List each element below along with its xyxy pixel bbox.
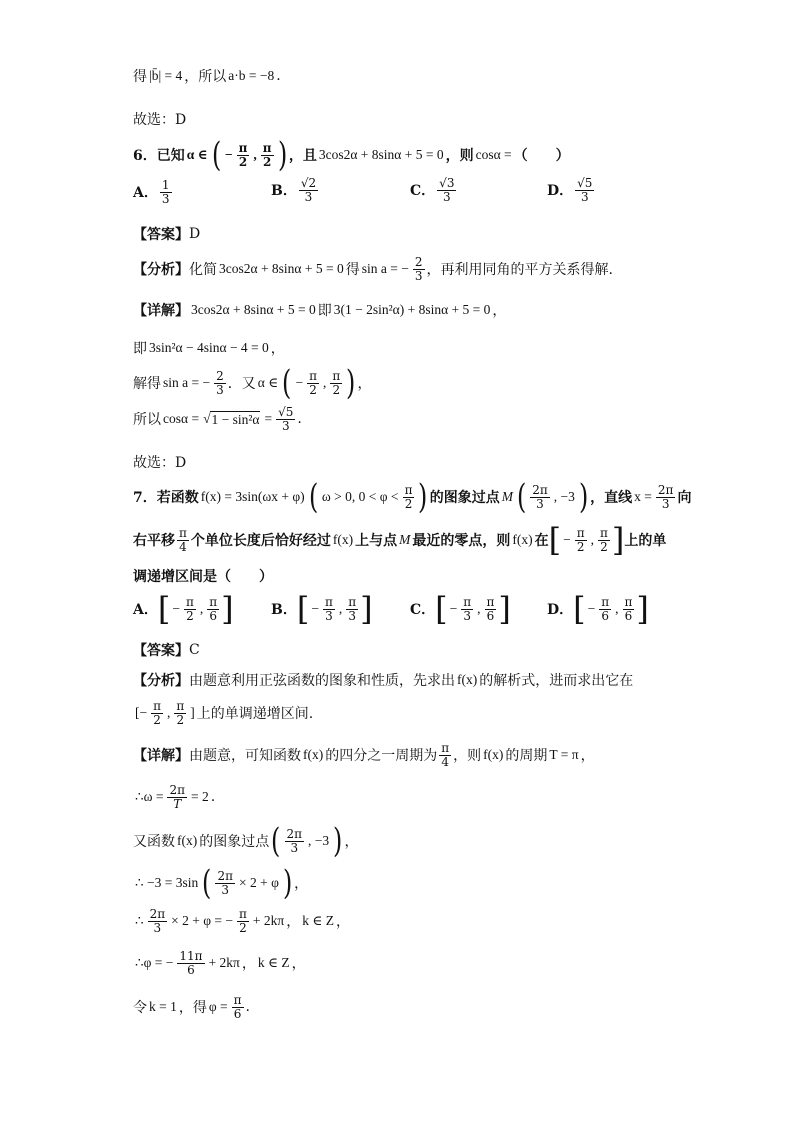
detail-6-line-3: 解得 sin a = − $\frac{2}{3}$ ．又 α ∈ ( − $\frac{\pi}{2}$ , $\frac{\pi}{2}$ ) ， — [133, 363, 372, 403]
detail-7-line-4: ∴ −3 = 3sin ( $\frac{2\pi}{3}$ × 2 + φ ) ， — [135, 863, 309, 903]
text: 得 — [133, 69, 147, 85]
detail-6-line-2: 即 3sin²α − 4sinα − 4 = 0 ， — [133, 340, 285, 357]
fraction: $\frac{\pi}{2}$ — [238, 140, 248, 169]
answer-blank: （ ） — [513, 148, 570, 164]
formula: a·b = −8 — [228, 68, 275, 83]
formula: |b̄| = 4 — [149, 68, 183, 83]
text: ，则 — [445, 148, 474, 164]
left-paren: ( — [211, 135, 221, 175]
text: . — [276, 68, 281, 84]
detail-7-line-1: 【详解】 由题意，可知函数 f(x) 的四分之一周期为 $\frac{\pi}{4}$ ，则 f(x) 的周期 T = π ， — [133, 741, 595, 769]
detail-7-line-7: 令 k = 1 ，得 φ = $\frac{\pi}{6}$ . — [133, 993, 250, 1021]
question-6: 6．已知 α ∈ ( − $\frac{\pi}{2}$ , $\frac{\pi}{2}$ ) ，且 3cos2α + 8sinα + 5 = 0 ，则 cosα = （ ） — [133, 135, 570, 175]
answer-7: 【答案】 C — [133, 642, 200, 659]
choose-6: 故选：D — [133, 455, 187, 471]
line-1 — [133, 66, 281, 86]
text: ，且 — [288, 148, 317, 164]
option-a: A． $\frac{1}{3}$ — [133, 178, 170, 206]
option-c: C． [ − $\frac{\pi}{3}$ , $\frac{\pi}{6}$ ] — [410, 590, 511, 628]
question-number: 6．已知 — [133, 148, 185, 164]
option-b: B． $\frac{√2}{3}$ — [271, 176, 317, 204]
question-7-line-3: 调递增区间是（ ） — [133, 569, 273, 585]
option-a: A． [ − $\frac{\pi}{2}$ , $\frac{\pi}{6}$ ] — [133, 590, 234, 628]
right-paren: ) — [277, 135, 287, 175]
answer-6: 【答案】 D — [133, 226, 201, 243]
detail-7-line-5: ∴ $\frac{2\pi}{3}$ × 2 + φ = − $\frac{\pi}{2}$ + 2kπ ， k ∈ Z ， — [135, 907, 350, 935]
option-b: B． [ − $\frac{\pi}{3}$ , $\frac{\pi}{3}$ ] — [271, 590, 373, 628]
option-d: D． $\frac{√5}{3}$ — [547, 176, 593, 204]
text: ，所以 — [184, 69, 227, 85]
analysis-7-line-1: 【分析】 由题意利用正弦函数的图象和性质，先求出 f(x) 的解析式，进而求出它在 — [133, 672, 634, 689]
formula: 3cos2α + 8sinα + 5 = 0 — [318, 147, 444, 162]
text: 故选：D — [133, 112, 187, 128]
fraction: $\frac{\pi}{2}$ — [262, 140, 272, 169]
question-7-line-1: 7．若函数 f(x) = 3sin(ωx + φ) ( ω > 0, 0 < φ < $\frac{\pi}{2}$ ) 的图象过点 M ( $\frac{2\pi}{3}$ , −3 ) ，直线 x = $\frac{2\pi}{3}$ 向 — [133, 477, 692, 517]
detail-7-line-2: ∴ω = $\frac{2\pi}{T}$ = 2 . — [135, 783, 216, 811]
analysis-7-line-2: [− $\frac{\pi}{2}$ , $\frac{\pi}{2}$ ] 上的单调递增区间. — [135, 699, 314, 727]
detail-7-line-6: ∴φ = − $\frac{11\pi}{6}$ + 2kπ ， k ∈ Z ， — [135, 949, 306, 977]
line-2 — [133, 109, 186, 129]
option-d: D． [ − $\frac{\pi}{6}$ , $\frac{\pi}{6}$ ] — [547, 590, 649, 628]
option-c: C． $\frac{√3}{3}$ — [410, 176, 455, 204]
detail-6-line-4: 所以 cosα = √ 1 − sin²α = $\frac{√5}{3}$ . — [133, 405, 302, 433]
detail-7-line-3: 又函数 f(x) 的图象过点 ( $\frac{2\pi}{3}$ , −3 ) ， — [133, 821, 359, 861]
formula: cosα = — [475, 147, 512, 162]
formula: α ∈ — [186, 147, 208, 162]
question-7-line-2: 右平移 $\frac{\pi}{4}$ 个单位长度后恰好经过 f(x) 上与点 M 最近的零点，则 f(x) 在 [ − $\frac{\pi}{2}$ , $\frac{\pi}{2}$ ] 上的单 — [133, 521, 667, 559]
detail-6-line-1: 【详解】 3cos2α + 8sinα + 5 = 0 即 3(1 − 2sin²α) + 8sinα + 5 = 0 ， — [133, 302, 507, 319]
analysis-6: 【分析】 化简 3cos2α + 8sinα + 5 = 0 得 sin a = − $\frac{2}{3}$ ，再利用同角的平方关系得解. — [133, 255, 613, 283]
